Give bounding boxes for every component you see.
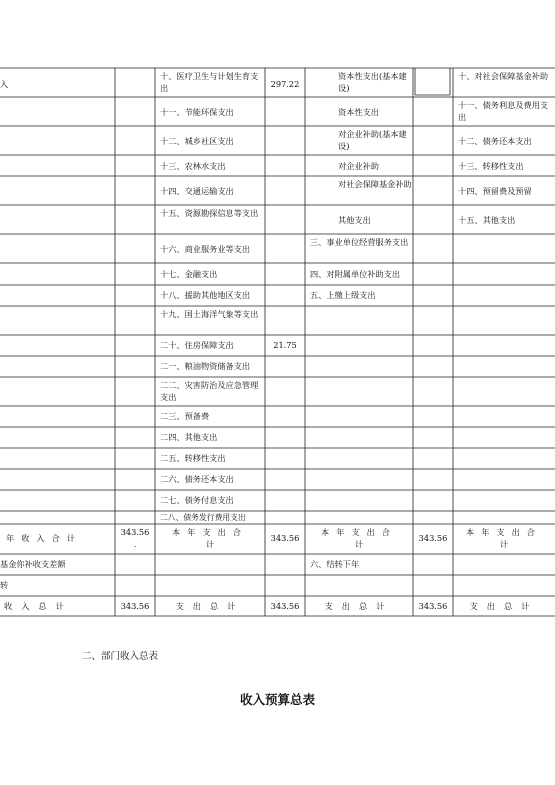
row-5-col-3: 十四、交通运输支出 — [160, 186, 234, 196]
row-3-col-5: 对企业补助(基本建设) — [338, 129, 407, 151]
year-expense-label-line2: 计 — [205, 539, 215, 549]
expense-total-label-3: 支出总计 — [469, 601, 539, 611]
row-4-col-3: 十三、农林水支出 — [160, 161, 226, 171]
row-11-col-4: 21.75 — [273, 340, 297, 350]
income-total-label: 收入总计 — [4, 601, 73, 611]
row-9-col-3: 十八、援助其他地区支出 — [160, 290, 251, 300]
row-3-col-7: 十二、债务还本支出 — [458, 136, 532, 146]
row-17-col-3: 二六、债务还本支出 — [160, 474, 234, 484]
row-7-col-5: 三、事业单位经营服务支出 — [310, 237, 409, 247]
row-11-col-3: 二十、住房保障支出 — [160, 340, 234, 350]
row-1-col-4: 297.22 — [270, 79, 300, 89]
row-18-col-3: 二七、债务付息支出 — [160, 495, 234, 505]
section-heading: 二、部门收入总表 — [82, 651, 159, 662]
fund-balance-label: 基金你补收支差额 — [0, 559, 66, 569]
row-4-col-7: 十三、转移性支出 — [458, 161, 524, 171]
row-1-col-7: 十、对社会保障基金补助 — [458, 71, 549, 81]
year-expense-label-line1: 本年支出合 — [172, 527, 248, 537]
row-2-col-7: 十一、债务利息及费用支出 — [458, 100, 549, 122]
expense-total-label-2: 支出总计 — [324, 601, 394, 611]
year-expense-label-b-line1: 本年支出合 — [321, 527, 397, 537]
transfer-label: 转 — [0, 580, 9, 590]
year-income-value: 343.56 — [120, 527, 150, 537]
expense-total-label-1: 支出总计 — [175, 601, 245, 611]
row-2-col-5: 资本性支出 — [338, 107, 379, 117]
row-1-col-5: 资本性支出(基本建设) — [338, 71, 407, 93]
row-1-col-3: 十、医疗卫生与计划生育支出 — [160, 71, 259, 93]
row-14-col-3: 二三、预备费 — [160, 411, 210, 421]
row-7-col-3: 十六、商业服务业等支出 — [160, 244, 251, 254]
row-6-col-3: 十五、资源勘探信息等支出 — [160, 208, 259, 218]
row-13-col-3: 二二、灾害防治及应急管理支出 — [160, 380, 259, 402]
carry-forward-label: 六、结转下年 — [310, 559, 360, 569]
row-16-col-3: 二五、转移性支出 — [160, 453, 226, 463]
expense-total-value-1: 343.56 — [270, 601, 300, 611]
year-expense-value-1: 343.56 — [270, 533, 300, 543]
row-3-col-3: 十二、城乡社区支出 — [160, 136, 234, 146]
row-6-col-5: 其他支出 — [338, 215, 371, 225]
row-6-col-7: 十五、其他支出 — [458, 215, 516, 225]
row-5-col-5: 对社会保障基金补助 — [338, 179, 412, 189]
row-8-col-3: 十七、金融支出 — [160, 269, 218, 279]
year-expense-label-c-line2: 计 — [499, 539, 509, 549]
row-19-col-3: 二八、债务发行费用支出 — [160, 513, 246, 522]
income-total-value: 343.56 — [120, 601, 150, 611]
row-1-col-1: 入 — [0, 79, 9, 89]
row-8-col-5: 四、对附属单位补助支出 — [310, 269, 401, 279]
year-expense-label-c-line1: 本年支出合 — [466, 527, 542, 537]
row-5-col-7: 十四、预留费及预留 — [458, 186, 532, 196]
row-15-col-3: 二四、其他支出 — [160, 432, 218, 442]
row-4-col-5: 对企业补助 — [338, 161, 379, 171]
row-9-col-5: 五、上缴上级支出 — [310, 290, 376, 300]
year-income-value-mark: . — [133, 539, 137, 549]
year-expense-value-2: 343.56 — [418, 533, 448, 543]
row-12-col-3: 二一、粮油物资储备支出 — [160, 361, 251, 371]
year-expense-label-b-line2: 计 — [354, 539, 364, 549]
row-10-col-3: 十九、国土海洋气象等支出 — [160, 309, 259, 319]
expense-total-value-2: 343.56 — [418, 601, 448, 611]
page-title: 收入预算总表 — [239, 692, 315, 707]
row-2-col-3: 十一、节能环保支出 — [160, 107, 234, 117]
year-income-label: 年收入合计 — [6, 533, 82, 543]
